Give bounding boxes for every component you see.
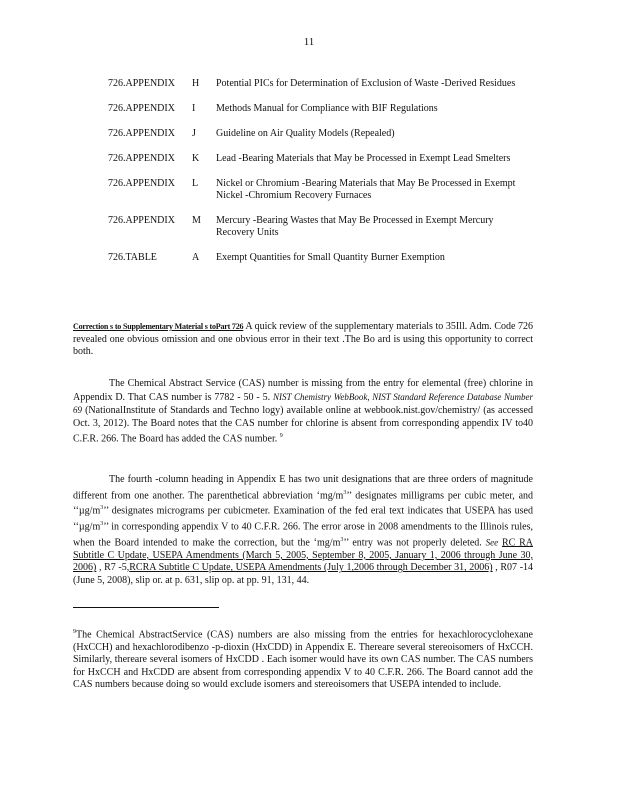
footnote-divider: [73, 607, 219, 608]
toc-title: Exempt Quantities for Small Quantity Burner Exemption: [216, 252, 445, 263]
toc-title: Guideline on Air Quality Models (Repealed): [216, 128, 395, 139]
toc-row: [108, 252, 528, 264]
corrections-paragraph: [73, 321, 533, 359]
toc-code: 726.APPENDIX: [108, 103, 175, 114]
superscript: 3: [100, 521, 104, 528]
toc-title: Mercury -Bearing Wastes that May Be Processed in Exempt Mercury Recovery Units: [216, 215, 494, 238]
toc-row: [108, 128, 528, 140]
toc-title: Methods Manual for Compliance with BIF Regulations: [216, 103, 438, 114]
appendix-list: [108, 78, 528, 277]
toc-title: Potential PICs for Determination of Exclusion of Waste -Derived Residues: [216, 78, 516, 89]
page-number: 11: [303, 36, 315, 48]
toc-code: 726.APPENDIX: [108, 128, 175, 139]
toc-letter: I: [192, 103, 196, 114]
paragraph-text: , R7 -5,: [96, 562, 130, 574]
case-citation: RC RA Subtitle C Update, USEPA Amendments (March 5, 2005, September 8, 2005, January 1, 2006 through June 30, 2006): [73, 537, 534, 574]
paragraph-text: A quick review of the supplementary materials to 35Ill. Adm. Code 726 revealed one obvious omission and one obvious error in their text .The Bo ard is using this opportunity to correct both.: [73, 321, 533, 357]
toc-title: Nickel or Chromium -Bearing Materials that May Be Processed in Exempt Nickel -Chromium Recovery Furnaces: [216, 178, 516, 201]
cas-paragraph: [73, 378, 533, 446]
paragraph-text: ’’ entry was not properly deleted.: [343, 537, 486, 549]
case-citation: RCRA Subtitle C Update, USEPA Amendments (July 1,2006 through December 31, 2006): [129, 562, 493, 574]
toc-code: 726.APPENDIX: [108, 153, 175, 164]
paragraph-text: (NationalInstitute of Standards and Techno logy) available online at webbook.nist.gov/chemistry/ (as accessed Oct. 3, 2012). The Board notes that the CAS number for chlorine is absent from corresponding appendix IV to40 C.F.R. 266. The Board has added the CAS number.: [73, 405, 533, 445]
paragraph-text: The fourth -column heading in Appendix E has two unit designations that are three orders of magnitude different from one another. The parenthetical abbreviation ‘mg/m: [73, 474, 533, 501]
units-paragraph: [73, 474, 533, 587]
toc-letter: M: [192, 215, 201, 226]
toc-code: 726.TABLE: [108, 252, 157, 263]
toc-row: [108, 178, 528, 202]
toc-code: 726.APPENDIX: [108, 215, 175, 226]
toc-code: 726.APPENDIX: [108, 78, 175, 89]
footnote-mark: 9: [73, 629, 76, 635]
see-signal: See: [485, 537, 499, 548]
toc-code: 726.APPENDIX: [108, 178, 175, 189]
superscript: 3: [100, 505, 104, 512]
paragraph-text: ’’ in corresponding appendix V to 40 C.F.R. 266. The error arose in 2008 amendments to the Illinois rules, when the Board intended to make the correction, but the ‘mg/m: [73, 521, 533, 549]
toc-letter: L: [192, 178, 199, 189]
toc-row: [108, 103, 528, 115]
toc-row: [108, 78, 528, 90]
toc-letter: J: [192, 128, 196, 139]
paragraph-text: , R07 -14 (June 5, 2008), slip or. at p. 631, slip op. at pp. 91, 131, 44.: [73, 562, 534, 586]
toc-letter: K: [192, 153, 200, 164]
footnote-reference: 9: [279, 433, 283, 439]
paragraph-text: ’’ designates micrograms per cubicmeter. Examination of the fed eral text indicates that USEPA has used ‘‘µg/m: [73, 505, 533, 533]
section-heading: Correction s to Supplementary Material s toPart 726: [73, 322, 244, 331]
superscript: 3: [343, 489, 347, 496]
superscript: 3: [340, 536, 344, 543]
toc-title: Lead -Bearing Materials that May be Processed in Exempt Lead Smelters: [216, 153, 511, 164]
citation-title: NIST Chemistry WebBook, NIST Standard Reference Database Number 69: [73, 391, 533, 415]
toc-row: [108, 153, 528, 165]
footnote: [73, 626, 533, 692]
toc-row: [108, 215, 528, 239]
toc-letter: H: [192, 78, 200, 89]
toc-letter: A: [192, 252, 200, 263]
paragraph-text: ’’ designates milligrams per cubic meter, and ‘‘µg/m: [73, 489, 534, 517]
footnote-text: The Chemical AbstractService (CAS) numbers are also missing from the entries for hexachlorocyclohexane (HxCCH) and hexachlorodibenzo -p-dioxin (HxCDD) in Appendix E. Thereare several stereoisomers of HxCCH. Similarly, thereare several isomers of HxCDD . Each isomer would have its own CAS number. The CAS numbers for HxCCH and HxCDD are absent from corresponding appendix V to 40 C.F.R. 266. The Board cannot add the CAS numbers because doing so would exclude isomers and stereoisomers that USEPA intended to include.: [73, 629, 533, 691]
paragraph-text: The Chemical Abstract Service (CAS) number is missing from the entry for elemental (free) chlorine in Appendix D. That CAS number is 7782 - 50 - 5.: [73, 378, 533, 403]
